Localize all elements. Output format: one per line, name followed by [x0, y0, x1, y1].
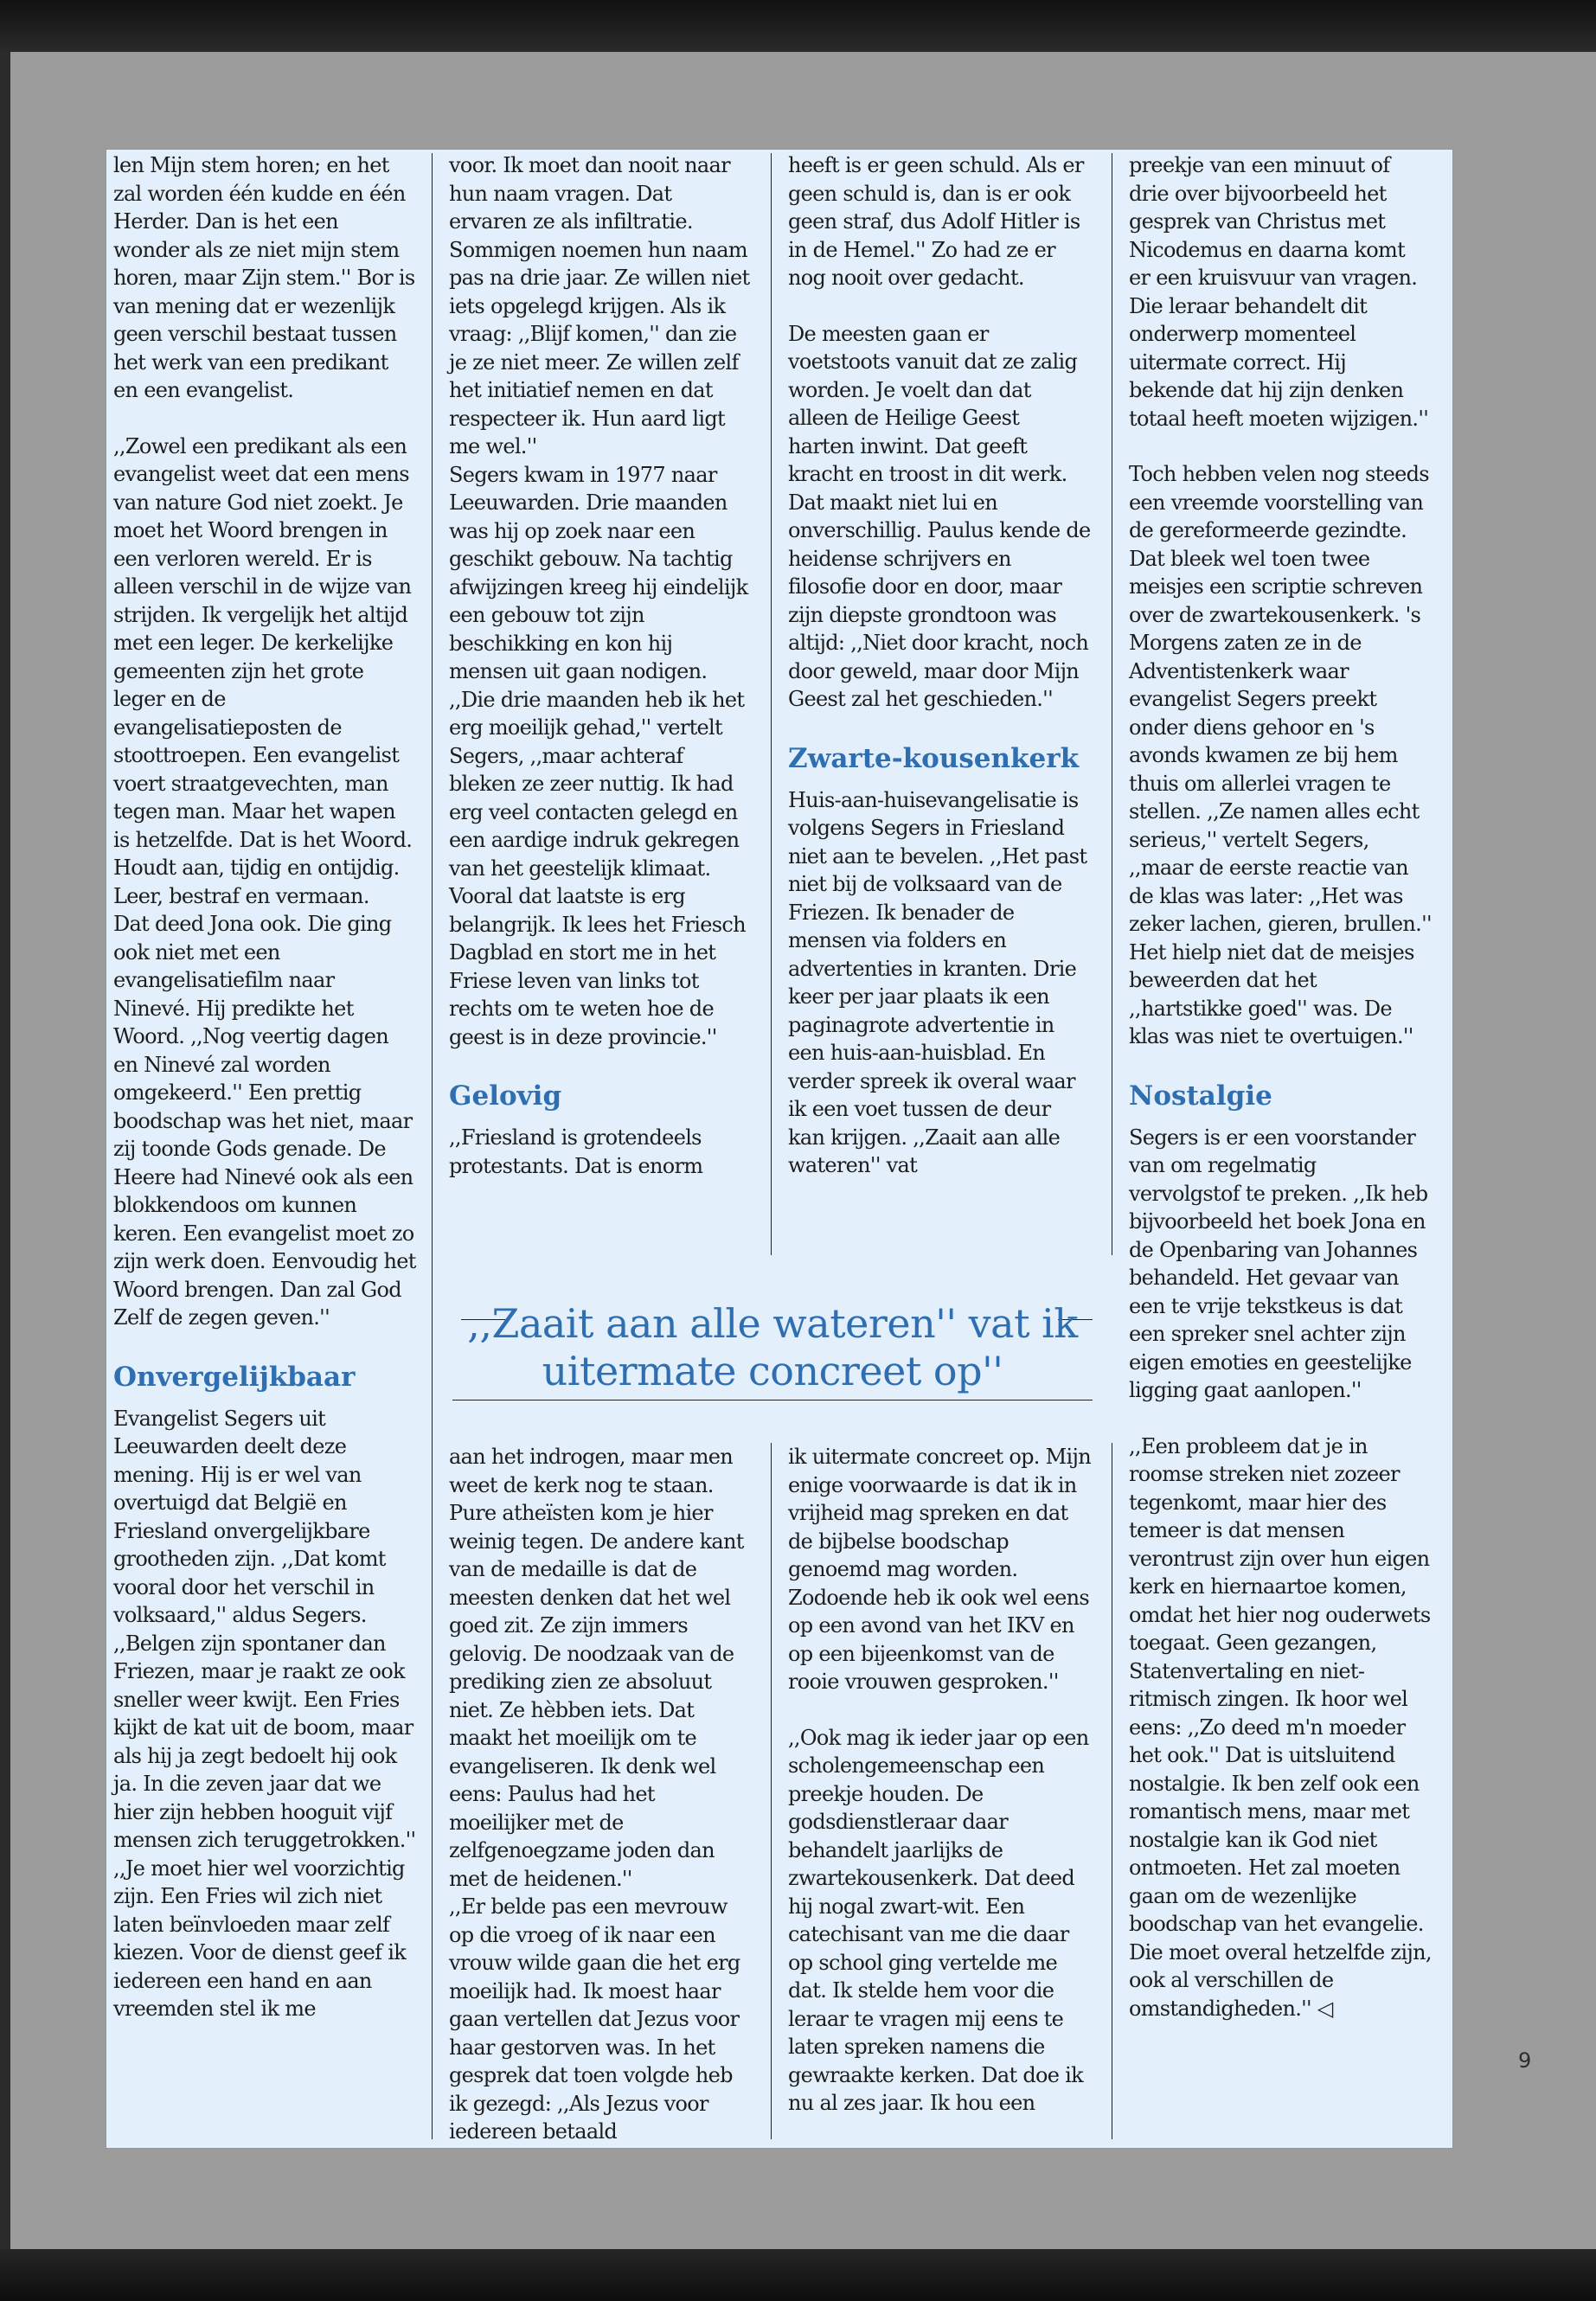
scan-border-bottom — [0, 2249, 1596, 2301]
paragraph: heeft is er geen schuld. Als er geen schuld is, dan is er ook geen straf, dus Adolf Hitler is in de Hemel.'' Zo had ze er nog nooit over gedacht. — [788, 153, 1084, 290]
paragraph: Toch hebben velen nog steeds een vreemde voorstelling van de gereformeerde gezindte. Dat bleek wel toen twee meisjes een scriptie schreven over de zwartekousenkerk. 's Morgens zaten ze in de Adventistenkerk waar evangelist Segers preekt onder diens gehoor en 's avonds kwamen ze bij hem thuis om allerlei vragen te stellen. ,,Ze namen alles echt serieus,'' vertelt Segers, ,,maar de eerste reactie van de klas was later: ,,Het was zeker lachen, gieren, brullen.'' Het hielp niet dat de meisjes beweerden dat het ,,hartstikke goed'' was. De klas was niet te overtuigen.'' — [1129, 462, 1432, 1048]
column-1 — [113, 151, 416, 2023]
paragraph: Dat deed Jona ook. Die ging ook niet met een evangelisatiefilm naar Ninevé. Hij predikte het Woord. ,,Nog veertig dagen en Ninevé zal worden omgekeerd.'' Een prettig boodschap was het niet, maar zij toonde Gods genade. De Heere had Ninevé ook als een blokkendoos om kunnen keren. Een evangelist moet zo zijn werk doen. Eenvoudig het Woord brengen. Dan zal God Zelf de zegen geven.'' — [113, 912, 416, 1330]
paragraph: Huis-aan-huisevangelisatie is volgens Segers in Friesland niet aan te bevelen. ,,Het past niet bij de volksaard van de Friezen. Ik benader de mensen via folders en advertenties in kranten. Drie keer per jaar plaats ik een paginagrote advertentie in een huis-aan-huisblad. En verder spreek ik overal waar ik een voet tussen de deur kan krijgen. ,,Zaait aan alle wateren'' vat — [788, 787, 1087, 1177]
paragraph: ,,Je moet hier wel voorzichtig zijn. Een Fries wil zich niet laten beïnvloeden maar zelf kiezen. Voor de dienst geef ik iedereen een hand en aan vreemden stel ik me — [113, 1856, 407, 2021]
pullquote — [452, 1300, 1093, 1395]
paragraph: ,,Een probleem dat je in roomse streken niet zozeer tegenkomt, maar hier des temeer is dat mensen verontrust zijn over hun eigen kerk en hiernaartoe komen, omdat het hier nog ouderwets toegaat. Geen gezangen, Statenvertaling en niet-ritmisch zingen. Ik hoor wel eens: ,,Zo deed m'n moeder het ook.'' Dat is uitsluitend nostalgie. Ik ben zelf ook een romantisch mens, maar met nostalgie kan ik God niet ontmoeten. Het zal moeten gaan om de wezenlijke boodschap van het evangelie. Die moet overal hetzelfde zijn, ook al verschillen de omstandigheden.'' ◁ — [1129, 1433, 1432, 2021]
paragraph: ,,Zowel een predikant als een evangelist weet dat een mens van nature God niet zoekt. Je moet het Woord brengen in een verloren wereld. Er is alleen verschil in de wijze van strijden. Ik vergelijk het altijd met een leger. De kerkelijke gemeenten zijn het grote leger en de evangelisatieposten de stoottroepen. Een evangelist voert straatgevechten, man tegen man. Maar het wapen is hetzelfde. Dat is het Woord. Houdt aan, tijdig en ontijdig. Leer, bestraf en vermaan. — [113, 433, 413, 908]
column-2-bottom — [449, 1443, 752, 2146]
paragraph: aan het indrogen, maar men weet de kerk nog te staan. Pure atheïsten kom je hier weinig tegen. De andere kant van de medaille is dat de meesten denken dat het wel goed zit. Ze zijn immers gelovig. De noodzaak van de prediking zien ze absoluut niet. Ze hèbben iets. Dat maakt het moeilijk om te evangeliseren. Ik denk wel eens: Paulus had het moeilijker met de zelfgenoegzame joden dan met de heidenen.'' — [449, 1445, 744, 1891]
scan-border-top — [0, 0, 1596, 52]
scan-border-left — [0, 52, 10, 2249]
paragraph: De meesten gaan er voetstoots vanuit dat ze zalig worden. Je voelt dan dat alleen de Heilige Geest harten inwint. Dat geeft kracht en troost in dit werk. Dat maakt niet lui en onverschillig. Paulus kende de heidense schrijvers en filosofie door en door, maar zijn diepste grondtoon was altijd: ,,Niet door kracht, noch door geweld, maar door Mijn Geest zal het geschieden.'' — [788, 321, 1091, 711]
page-number: 9 — [1518, 2048, 1532, 2073]
paragraph: Evangelist Segers uit Leeuwarden deelt deze mening. Hij is er wel van overtuigd dat België en Friesland onvergelijkbare grootheden zijn. ,,Dat komt vooral door het verschil in volksaard,'' aldus Segers. ,,Belgen zijn spontaner dan Friezen, maar je raakt ze ook sneller weer kwijt. Een Fries kijkt de kat uit de boom, maar als hij ja zegt bedoelt hij ook ja. In die zeven jaar dat we hier zijn hebben hooguit vijf mensen zich teruggetrokken.'' — [113, 1406, 416, 1852]
paragraph: ik uitermate concreet op. Mijn enige voorwaarde is dat ik in vrijheid mag spreken en dat de bijbelse boodschap genoemd mag worden. Zodoende heb ik ook wel eens op een avond van het IKV en op een bijeenkomst van de rooie vrouwen gesproken.'' — [788, 1445, 1092, 1694]
section-heading-gelovig: Gelovig — [449, 1080, 562, 1112]
section-heading-nostalgie: Nostalgie — [1129, 1080, 1272, 1112]
section-heading-zwarte-kousenkerk: Zwarte-kousenkerk — [788, 742, 1080, 774]
paragraph: Segers is er een voorstander van om regelmatig vervolgstof te preken. ,,Ik heb bijvoorbeeld het boek Jona en de Openbaring van Johannes behandeld. Het gevaar van een te vrije tekstkeus is dat een spreker snel achter zijn eigen emoties en geestelijke ligging gaat aanlopen.'' — [1129, 1125, 1428, 1402]
article-panel — [106, 150, 1532, 2148]
paragraph: Segers kwam in 1977 naar Leeuwarden. Drie maanden was hij op zoek naar een geschikt gebouw. Na tachtig afwijzingen kreeg hij eindelijk een gebouw tot zijn beschikking en kon hij mensen uit gaan nodigen. ,,Die drie maanden heb ik het erg moeilijk gehad,'' vertelt Segers, ,,maar achteraf bleken ze zeer nuttig. Ik had erg veel contacten gelegd en een aardige indruk gekregen van het geestelijk klimaat. Vooral dat laatste is erg belangrijk. Ik lees het Friesch Dagblad en stort me in het Friese leven van links tot rechts om te weten hoe de geest is in deze provincie.'' — [449, 462, 748, 1049]
paragraph: voor. Ik moet dan nooit naar hun naam vragen. Dat ervaren ze als infiltratie. Sommigen noemen hun naam pas na drie jaar. Ze willen niet iets opgelegd krijgen. Als ik vraag: ,,Blijf komen,'' dan zie je ze niet meer. Ze willen zelf het initiatief nemen en dat respecteer ik. Hun aard ligt me wel.'' — [449, 153, 750, 458]
pullquote-line-1: ,,Zaait aan alle wateren'' vat ik — [467, 1300, 1078, 1347]
column-rule — [771, 1443, 772, 2139]
paragraph: preekje van een minuut of drie over bijvoorbeeld het gesprek van Christus met Nicodemus en daarna komt er een kruisvuur van vragen. Die leraar behandelt dit onderwerp momenteel uitermate correct. Hij bekende dat hij zijn denken totaal heeft moeten wijzigen.'' — [1129, 153, 1429, 431]
column-2-top — [449, 151, 752, 1180]
column-3-bottom — [788, 1443, 1091, 2118]
column-3-top — [788, 151, 1091, 1180]
section-heading-onvergelijkbaar: Onvergelijkbaar — [113, 1361, 356, 1393]
paragraph: len Mijn stem horen; en het zal worden één kudde en één Herder. Dan is het een wonder als ze niet mijn stem horen, maar Zijn stem.'' Bor is van mening dat er wezenlijk geen verschil bestaat tussen het werk van een predikant en een evangelist. — [113, 153, 415, 402]
paragraph: ,,Friesland is grotendeels protestants. Dat is enorm — [449, 1125, 703, 1178]
column-4 — [1129, 151, 1432, 2022]
paragraph: ,,Ook mag ik ieder jaar op een scholengemeenschap een preekje houden. De godsdienstleraar daar behandelt jaarlijks de zwartekousenkerk. Dat deed hij nogal zwart-wit. Een catechisant van me die daar op school ging vertelde me dat. Ik stelde hem voor die leraar te vragen mij eens te laten spreken namens die gewraakte kerken. Dat doe ik nu al zes jaar. Ik hou een — [788, 1725, 1089, 2115]
paragraph: ,,Er belde pas een mevrouw op die vroeg of ik naar een vrouw wilde gaan die het erg moeilijk had. Ik moest haar gaan vertellen dat Jezus voor haar gestorven was. In het gesprek dat toen volgde heb ik gezegd: ,,Als Jezus voor iedereen betaald — [449, 1894, 740, 2144]
pullquote-line-2: uitermate concreet op'' — [542, 1348, 1003, 1394]
column-rule — [771, 153, 772, 1255]
column-rule — [432, 153, 433, 2139]
